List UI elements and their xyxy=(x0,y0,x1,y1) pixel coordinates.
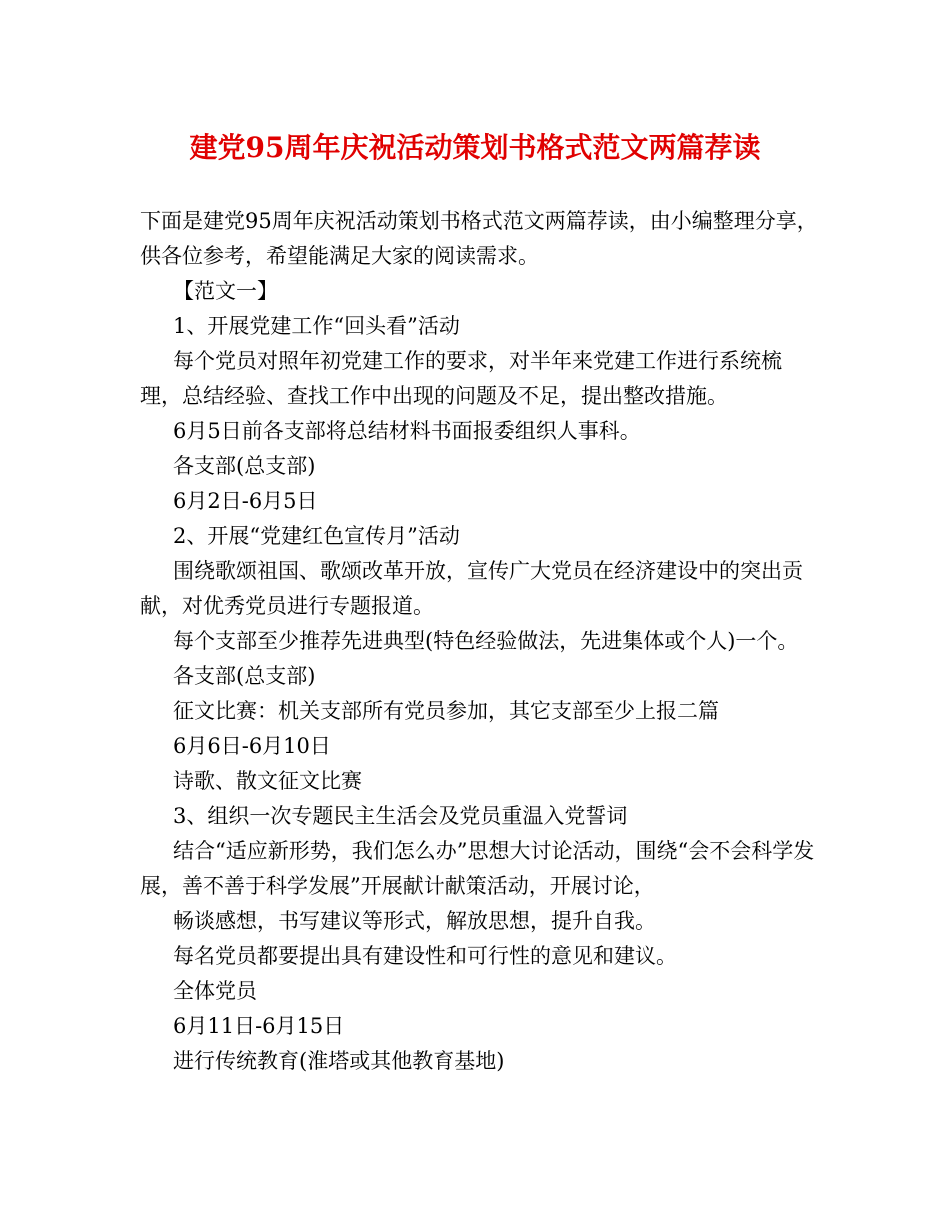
paragraph: 各支部(总支部) xyxy=(173,454,316,478)
paragraph: 每个支部至少推荐先进典型(特色经验做法，先进集体或个人)一个。 xyxy=(173,629,799,653)
paragraph: 【范文一】 xyxy=(173,279,278,303)
paragraph: 诗歌、散文征文比赛 xyxy=(173,769,362,793)
paragraph: 下面是建党95周年庆祝活动策划书格式范文两篇荐读，由小编整理分享，供各位参考，希望能满足大家的阅读需求。 xyxy=(140,209,818,268)
paragraph: 全体党员 xyxy=(173,979,257,1003)
document-title: 建党95周年庆祝活动策划书格式范文两篇荐读 xyxy=(189,131,761,164)
section-heading: 2、开展“党建红色宣传月”活动 xyxy=(173,524,460,548)
paragraph: 6月2日-6月5日 xyxy=(173,489,318,513)
paragraph: 畅谈感想，书写建议等形式，解放思想，提升自我。 xyxy=(173,909,656,933)
paragraph: 征文比赛：机关支部所有党员参加，其它支部至少上报二篇 xyxy=(173,699,719,723)
paragraph: 各支部(总支部) xyxy=(173,664,316,688)
paragraph: 6月5日前各支部将总结材料书面报委组织人事科。 xyxy=(173,419,641,443)
section-heading: 1、开展党建工作“回头看”活动 xyxy=(173,314,460,338)
section-heading: 3、组织一次专题民主生活会及党员重温入党誓词 xyxy=(173,804,628,828)
paragraph: 6月11日-6月15日 xyxy=(173,1014,345,1038)
document-body xyxy=(140,204,820,1079)
paragraph: 进行传统教育(淮塔或其他教育基地) xyxy=(173,1049,505,1073)
paragraph: 6月6日-6月10日 xyxy=(173,734,331,758)
paragraph: 结合“适应新形势，我们怎么办”思想大讨论活动，围绕“会不会科学发展，善不善于科学发展”开展献计献策活动，开展讨论， xyxy=(140,839,815,898)
paragraph: 每个党员对照年初党建工作的要求，对半年来党建工作进行系统梳理，总结经验、查找工作中出现的问题及不足，提出整改措施。 xyxy=(140,349,782,408)
paragraph: 围绕歌颂祖国、歌颂改革开放，宣传广大党员在经济建设中的突出贡献，对优秀党员进行专题报道。 xyxy=(140,559,803,618)
paragraph: 每名党员都要提出具有建设性和可行性的意见和建议。 xyxy=(173,944,677,968)
